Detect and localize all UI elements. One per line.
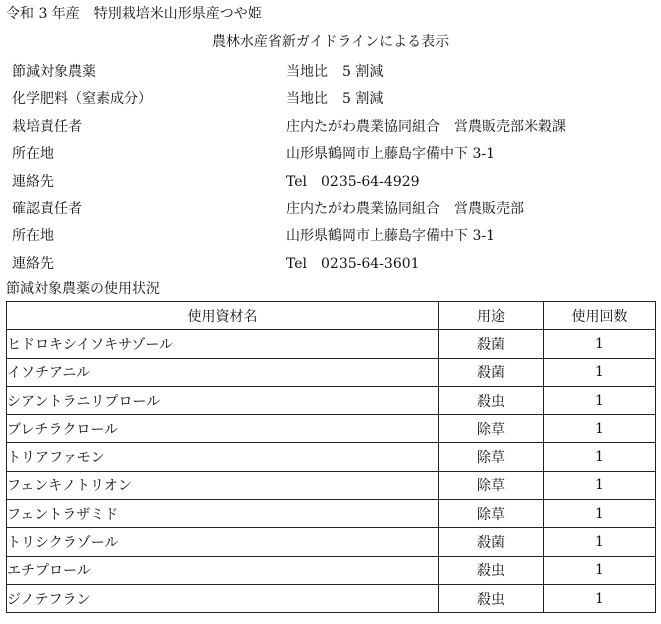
usage-count: 1 [544, 556, 656, 584]
material-name: フェンキノトリオン [7, 471, 439, 499]
info-row-contact [0, 249, 661, 276]
material-name: シアントラニリプロール [7, 386, 439, 414]
info-label: 連絡先 [12, 255, 54, 272]
usage-count: 1 [544, 443, 656, 471]
material-name: フェントラザミド [7, 500, 439, 528]
info-label: 所在地 [12, 146, 54, 163]
material-use: 殺菌 [439, 528, 544, 556]
info-label: 化学肥料（窒素成分） [12, 91, 152, 108]
info-value: 当地比 5 割減 [286, 91, 384, 108]
material-use: 殺虫 [439, 584, 544, 612]
usage-count: 1 [544, 358, 656, 386]
material-name: イソチアニル [7, 358, 439, 386]
material-name: ヒドロキシイソキサゾール [7, 330, 439, 358]
info-row-contact [0, 167, 661, 194]
info-label: 節減対象農薬 [12, 64, 96, 80]
table-row [7, 443, 656, 471]
material-name: ジノテフラン [7, 584, 439, 612]
info-row-pesticide-reduction [0, 57, 661, 84]
material-use: 除草 [439, 500, 544, 528]
table-row [7, 528, 656, 556]
usage-count: 1 [544, 386, 656, 414]
info-list [0, 57, 661, 276]
material-name: ブレチラクロール [7, 415, 439, 443]
material-name: トリアファモン [7, 443, 439, 471]
table-header-row [7, 302, 656, 330]
table-row [7, 415, 656, 443]
usage-count: 1 [544, 528, 656, 556]
table-row [7, 358, 656, 386]
table-row [7, 556, 656, 584]
info-row-verification-manager [0, 194, 661, 221]
table-row [7, 330, 656, 358]
info-value: Tel 0235-64-4929 [286, 173, 420, 190]
table-row [7, 386, 656, 414]
material-use: 除草 [439, 471, 544, 499]
info-row-address [0, 221, 661, 248]
info-value: 当地比 5 割減 [286, 64, 384, 80]
usage-count: 1 [544, 500, 656, 528]
section-title: 節減対象農薬の使用状況 [6, 281, 160, 297]
info-value: 山形県鶴岡市上藤島字備中下 3-1 [286, 146, 495, 163]
material-use: 殺菌 [439, 358, 544, 386]
table-row [7, 500, 656, 528]
material-use: 除草 [439, 415, 544, 443]
info-label: 栽培責任者 [12, 118, 82, 135]
table-row [7, 471, 656, 499]
info-value: 山形県鶴岡市上藤島字備中下 3-1 [286, 228, 495, 245]
material-name: トリシクラゾール [7, 528, 439, 556]
material-name: エチプロール [7, 556, 439, 584]
usage-count: 1 [544, 415, 656, 443]
info-row-cultivation-manager [0, 112, 661, 139]
column-header-material: 使用資材名 [7, 302, 439, 330]
material-use: 殺菌 [439, 330, 544, 358]
material-use: 殺虫 [439, 386, 544, 414]
guideline-subtitle: 農林水産省新ガイドラインによる表示 [211, 34, 450, 50]
usage-count: 1 [544, 330, 656, 358]
info-label: 所在地 [12, 228, 54, 245]
pesticide-usage-table [6, 301, 656, 613]
info-value: 庄内たがわ農業協同組合 営農販売部米穀課 [286, 118, 566, 135]
info-row-fertilizer-reduction [0, 84, 661, 111]
material-use: 殺虫 [439, 556, 544, 584]
material-use: 除草 [439, 443, 544, 471]
info-label: 連絡先 [12, 173, 54, 190]
info-value: 庄内たがわ農業協同組合 営農販売部 [286, 200, 524, 217]
usage-count: 1 [544, 471, 656, 499]
column-header-use: 用途 [439, 302, 544, 330]
document-heading: 令和 3 年産 特別栽培米山形県産つや姫 [6, 6, 262, 22]
table-row [7, 584, 656, 612]
info-row-address [0, 139, 661, 166]
info-label: 確認責任者 [12, 200, 82, 217]
info-value: Tel 0235-64-3601 [286, 255, 420, 272]
column-header-count: 使用回数 [544, 302, 656, 330]
usage-count: 1 [544, 584, 656, 612]
